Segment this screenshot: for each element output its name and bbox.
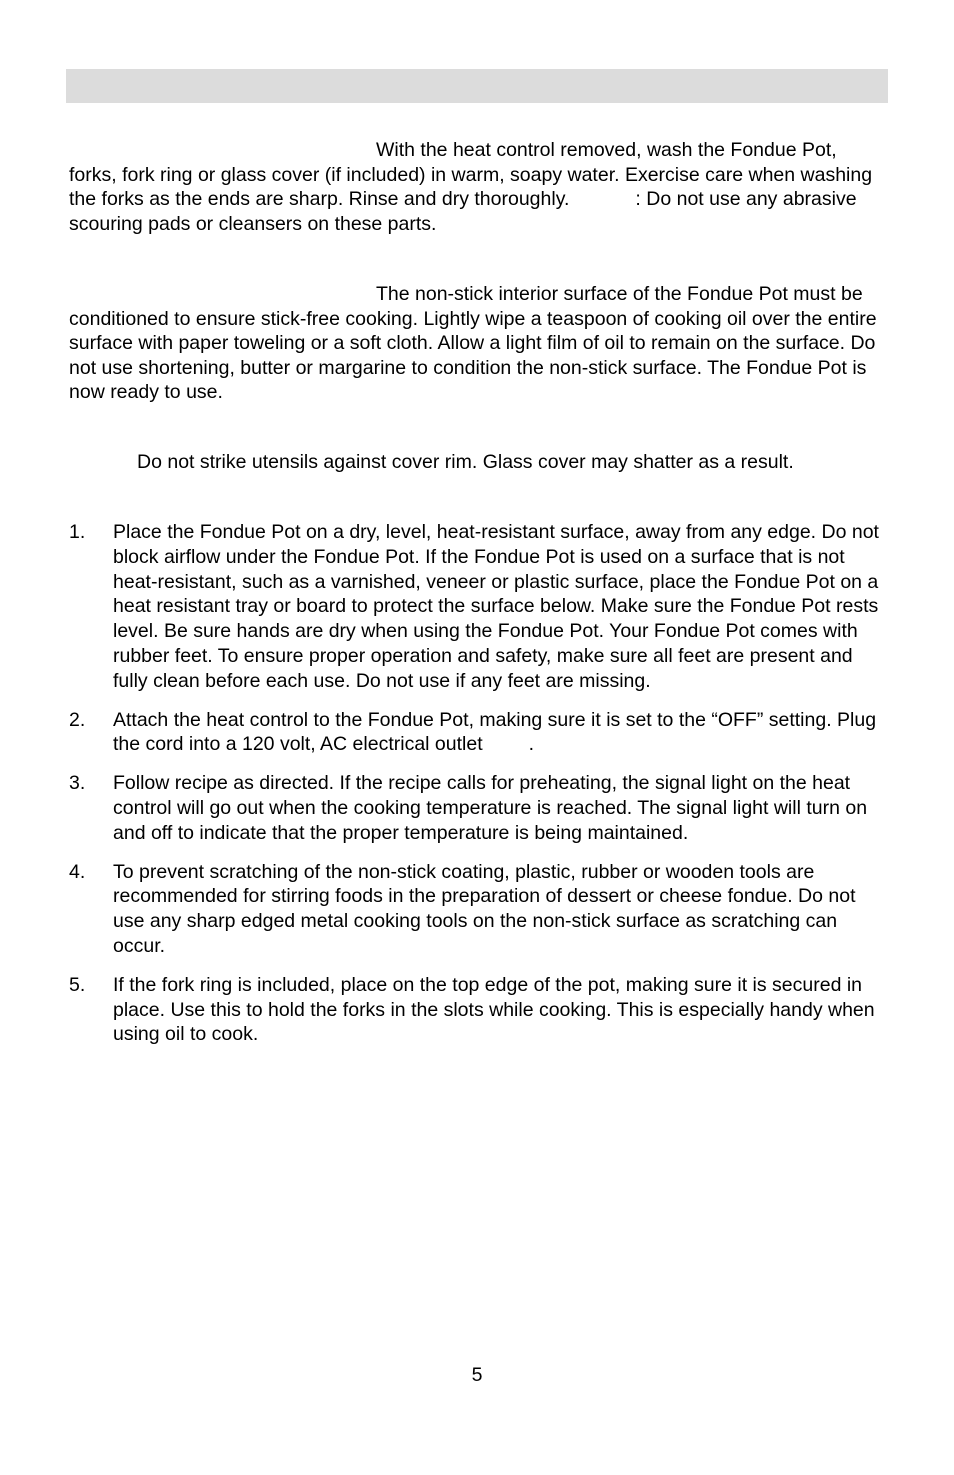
cleaning-text: With the heat control removed, wash the Fondue Pot, forks, fork ring or glass cover (if included) in warm, soapy water. Exercise care when washing the forks as the ends are sharp. Rinse and dry thoroughly. bbox=[69, 139, 873, 211]
step-number: 5. bbox=[69, 973, 86, 996]
step-number: 1. bbox=[69, 521, 86, 543]
step-text: If the fork ring is included, place on the top edge of the pot, making sure it is secured in place. Use this to hold the forks in the slots while cooking. This is especially handy when using oil to cook. bbox=[113, 973, 875, 1046]
list-item bbox=[69, 520, 881, 694]
list-item bbox=[69, 860, 881, 959]
step-number: 4. bbox=[69, 860, 86, 883]
cleaning-paragraph bbox=[69, 138, 887, 236]
step-text: To prevent scratching of the non-stick coating, plastic, rubber or wooden tools are recommended for stirring foods in the preparation of dessert or cheese fondue. Do not use any sharp edged metal cooking tools on the non-stick surface as scratching can occur. bbox=[113, 860, 856, 957]
step-text: Attach the heat control to the Fondue Pot, making sure it is set to the “OFF” setting. Plug the cord into a 120 volt, AC electrical outlet bbox=[113, 708, 877, 756]
caution-text: Do not strike utensils against cover rim. Glass cover may shatter as a result. bbox=[137, 451, 794, 473]
list-item bbox=[69, 973, 881, 1047]
list-item bbox=[69, 708, 881, 758]
list-item bbox=[69, 771, 881, 845]
step-number: 3. bbox=[69, 772, 86, 795]
page-number: 5 bbox=[471, 1364, 483, 1386]
step-text: Follow recipe as directed. If the recipe calls for preheating, the signal light on the heat control will go out when the cooking temperature is reached. The signal light will turn on and off to indicate that the proper temperature is being maintained. bbox=[113, 772, 868, 844]
step-text: Place the Fondue Pot on a dry, level, heat-resistant surface, away from any edge. Do not block airflow under the Fondue Pot. If the Fondue Pot is used on a surface that is not heat-resistant, such as a varnished, veneer or plastic surface, place the Fondue Pot on a heat resistant tray or board to protect the surface below. Make sure the Fondue Pot rests level. Be sure hands are dry when using the Fondue Pot. Your Fondue Pot comes with rubber feet. To ensure proper operation and safety, make sure all feet are present and fully clean before each use. Do not use if any feet are missing. bbox=[113, 521, 879, 692]
section-header-bar bbox=[66, 69, 888, 103]
step-number: 2. bbox=[69, 708, 86, 731]
cleaning-note: : Do not use any abrasive scouring pads or cleansers on these parts. bbox=[69, 188, 857, 235]
instruction-list bbox=[69, 520, 881, 1061]
conditioning-paragraph bbox=[69, 282, 887, 405]
conditioning-text: The non-stick interior surface of the Fondue Pot must be conditioned to ensure stick-free cooking. Lightly wipe a teaspoon of cooking oil over the entire surface with paper toweling or a soft cloth. Allow a light film of oil to remain on the surface. Do not use shortening, butter or margarine to condition the non-stick surface. The Fondue Pot is now ready to use. bbox=[69, 283, 877, 404]
step-text-tail: . bbox=[528, 733, 535, 756]
